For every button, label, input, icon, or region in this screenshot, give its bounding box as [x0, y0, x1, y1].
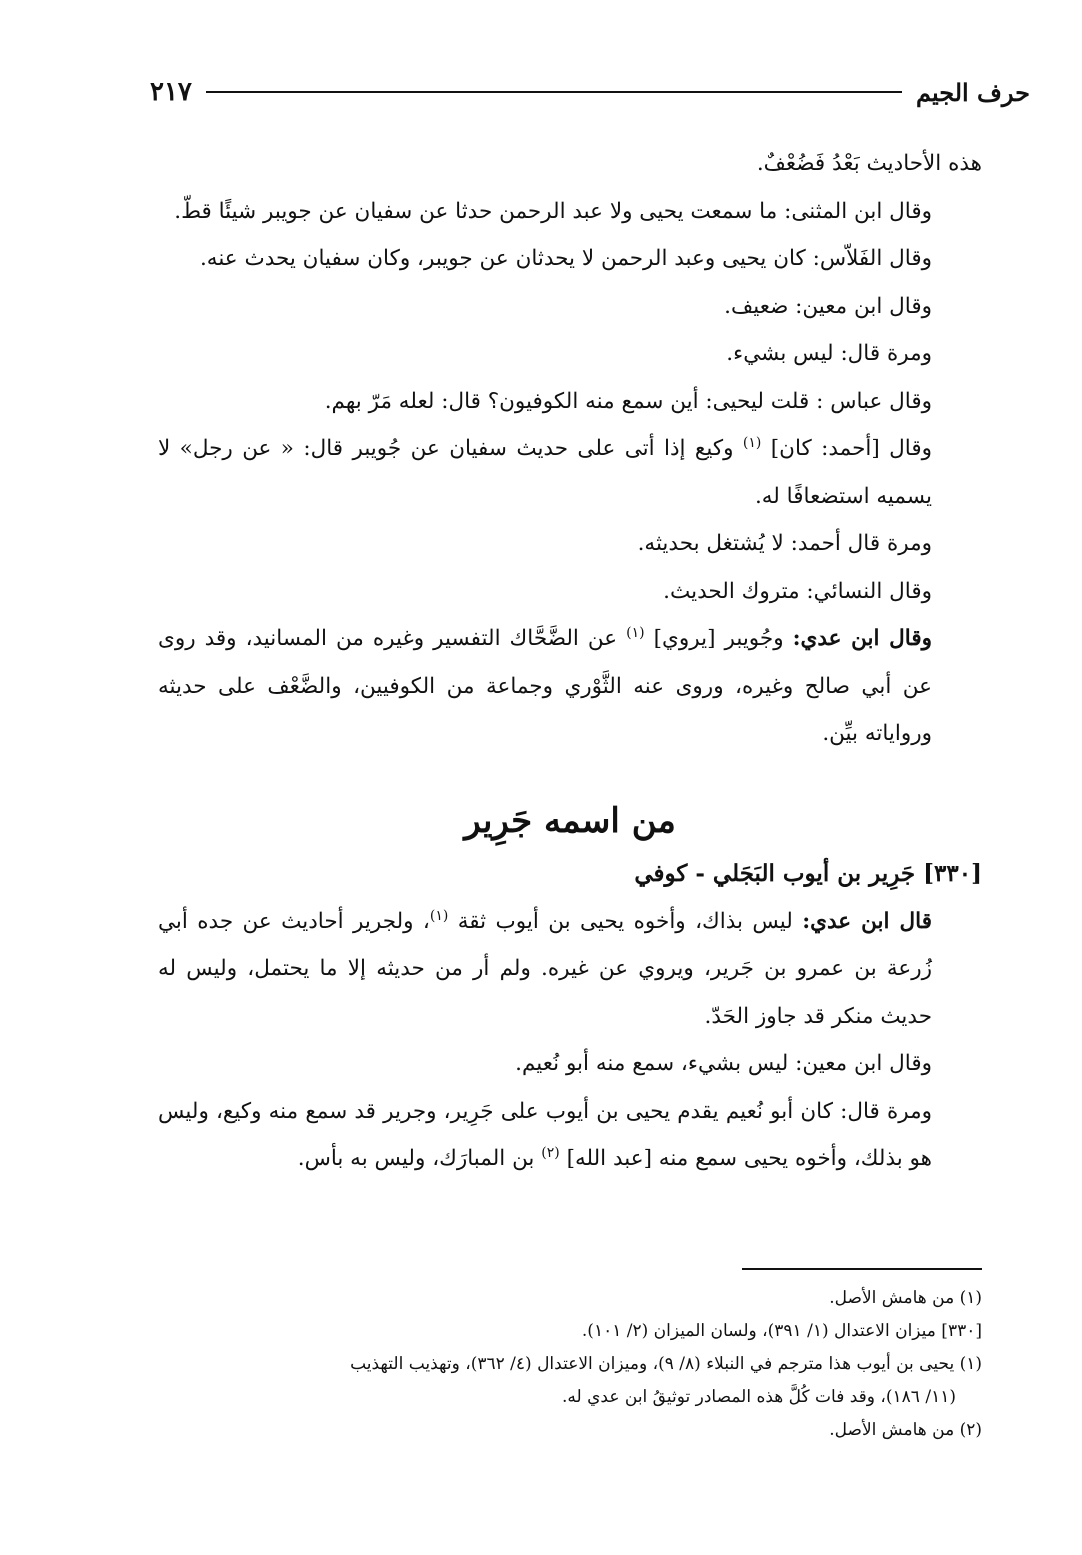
paragraph: وقال الفَلاّس: كان يحيى وعبد الرحمن لا يحدثان عن جويبر، وكان سفيان يحدث عنه. — [199, 246, 932, 271]
footnote: (٢) من هامش الأصل. — [829, 1420, 982, 1440]
speaker-label: وقال ابن عدي: — [792, 626, 932, 651]
footnote: (١) من هامش الأصل. — [829, 1288, 982, 1308]
main-text — [158, 140, 982, 1183]
text-run: وقال [أحمد: كان] — [770, 436, 933, 461]
footnote-marker: (٢) — [541, 1144, 560, 1161]
paragraph: ومرة قال: ليس بشيء. — [726, 341, 932, 366]
text-run: ليس بذاك، وأخوه يحيى بن أيوب ثقة — [457, 908, 793, 934]
page-header — [150, 72, 1030, 112]
text-run: وكيع إذا أتى على حديث سفيان عن جُويبر قال: « عن رجل» لا يسميه استضعافًا له. — [158, 436, 932, 509]
footnote-marker: (١) — [626, 624, 645, 641]
footnote-marker: (١) — [429, 907, 449, 924]
footnote: [٣٣٠] ميزان الاعتدال (١/ ٣٩١)، ولسان الميزان (٢/ ١٠١). — [581, 1321, 982, 1341]
text-run: وجُويبر [يروي] — [653, 626, 784, 651]
entry-heading: [٣٣٠] جَرِير بن أيوب البَجَلي - كوفي — [634, 859, 982, 887]
footnote-marker: (١) — [742, 434, 762, 451]
footnotes — [158, 1282, 982, 1447]
text-run: ومرة قال: كان أبو نُعيم يقدم يحيى بن أيوب على جَرِير، وجرير قد سمع منه وكيع، وليس هو بذلك، وأخوه يحيى سمع منه [عبد الله] — [158, 1098, 932, 1171]
footnote-rule — [742, 1268, 982, 1270]
paragraph: هذه الأحاديث بَعْدُ فَضُعْفٌ. — [756, 151, 982, 176]
paragraph: وقال ابن المثنى: ما سمعت يحيى ولا عبد الرحمن حدثا عن سفيان عن جويبر شيئًا قطّ. — [174, 198, 932, 224]
text-run: بن المبارَك، وليس به بأس. — [297, 1146, 535, 1171]
paragraph — [158, 898, 982, 1041]
paragraph — [158, 1088, 982, 1183]
paragraph: ومرة قال أحمد: لا يُشتغل بحديثه. — [637, 531, 932, 556]
paragraph: وقال ابن معين: ليس بشيء، سمع منه أبو نُعيم. — [515, 1051, 932, 1076]
footnote: (١) يحيى بن أيوب هذا مترجم في النبلاء (٨/ ٩)، وميزان الاعتدال (٤/ ٣٦٢)، وتهذيب التهذيب — [350, 1354, 982, 1374]
paragraph: وقال عباس : قلت ليحيى: أين سمع منه الكوفيون؟ قال: لعله مَرّ بهم. — [324, 388, 932, 414]
running-title: حرف الجيم — [916, 77, 1030, 107]
footnote-continuation: (١١/ ١٨٦)، وقد فات كُلَّ هذه المصادر توثيقُ ابن عدي له. — [562, 1387, 956, 1407]
header-rule — [206, 91, 902, 93]
paragraph — [158, 615, 982, 758]
paragraph — [158, 425, 982, 520]
text-run: عن الضَّحَّاك التفسير وغيره من المسانيد، وقد روى عن أبي صالح وغيره، وروى عنه الثَّوْري وجماعة من الكوفيين، والضَّعْف على حديثه ورواياته بيِّن. — [158, 626, 932, 746]
paragraph: وقال ابن معين: ضعيف. — [724, 293, 932, 319]
paragraph: وقال النسائي: متروك الحديث. — [663, 578, 932, 604]
text-run: ، ولجرير أحاديث عن جده أبي زُرعة بن عمرو بن جَرير، ويروي عن غيره. ولم أر من حديثه إلا ما يحتمل، وليس له حديث منكر قد جاوز الحَدّ. — [158, 908, 932, 1029]
section-title: من اسمه جَرِير — [464, 800, 676, 841]
page-number: ٢١٧ — [150, 77, 192, 107]
speaker-label: قال ابن عدي: — [802, 908, 933, 934]
